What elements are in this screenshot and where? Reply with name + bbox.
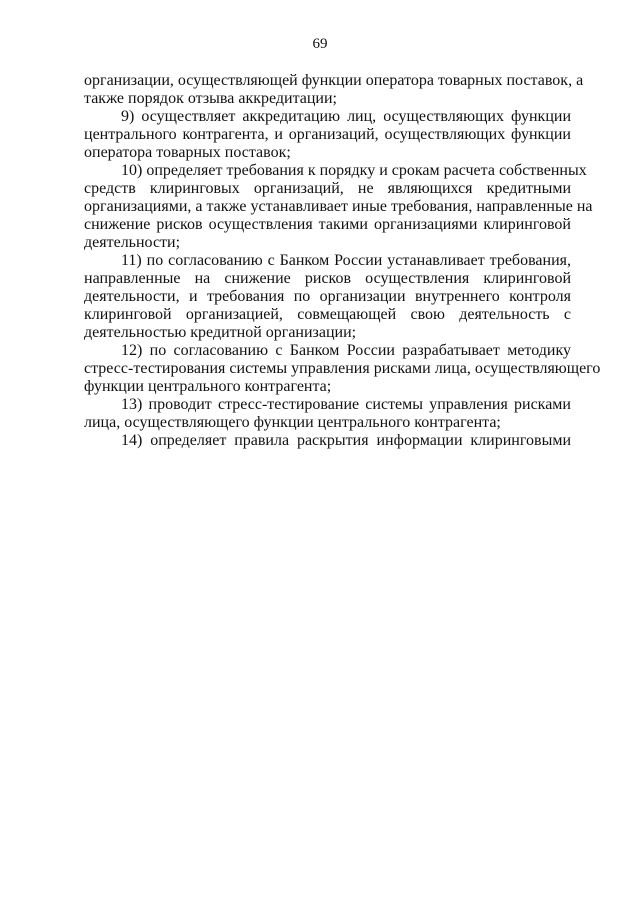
- text-line: клиринговой организацией, совмещающей свою деятельность с: [84, 306, 571, 323]
- paragraph-item-13: [84, 396, 571, 432]
- text-line: 10) определяет требования к порядку и срокам расчета собственных: [121, 162, 587, 179]
- text-line: лица, осуществляющего функции центрального контрагента;: [84, 414, 501, 431]
- page-number: 69: [312, 36, 328, 52]
- text-line: функции центрального контрагента;: [84, 378, 332, 395]
- document-body: [84, 72, 601, 450]
- paragraph-continuation: [84, 72, 584, 108]
- paragraph-item-9: [84, 108, 571, 162]
- paragraph-item-12: [84, 342, 601, 396]
- text-line: 9) осуществляет аккредитацию лиц, осуществляющих функции: [121, 108, 571, 125]
- text-line: организациями, а также устанавливает иные требования, направленные на: [84, 198, 593, 215]
- text-line: снижение рисков осуществления такими организациями клиринговой: [84, 216, 571, 233]
- paragraph-item-14: [84, 432, 571, 450]
- text-line: организации, осуществляющей функции оператора товарных поставок, а: [84, 72, 584, 89]
- text-line: 11) по согласованию с Банком России устанавливает требования,: [121, 252, 571, 269]
- text-line: стресс-тестирования системы управления рисками лица, осуществляющего: [84, 360, 601, 377]
- text-line: 12) по согласованию с Банком России разрабатывает методику: [121, 342, 571, 359]
- text-line: 13) проводит стресс-тестирование системы управления рисками: [121, 396, 571, 413]
- paragraph-item-10: [84, 162, 593, 252]
- text-line: 14) определяет правила раскрытия информации клиринговыми: [121, 432, 571, 449]
- text-line: средств клиринговых организаций, не являющихся кредитными: [84, 180, 571, 197]
- text-line: также порядок отзыва аккредитации;: [84, 90, 337, 107]
- paragraph-item-11: [84, 252, 571, 342]
- text-line: центрального контрагента, и организаций, осуществляющих функции: [84, 126, 571, 143]
- text-line: оператора товарных поставок;: [84, 144, 291, 161]
- text-line: направленные на снижение рисков осуществления клиринговой: [84, 270, 571, 287]
- text-line: деятельности, и требования по организации внутреннего контроля: [84, 288, 571, 305]
- text-line: деятельности;: [84, 234, 181, 251]
- text-line: деятельностью кредитной организации;: [84, 324, 357, 341]
